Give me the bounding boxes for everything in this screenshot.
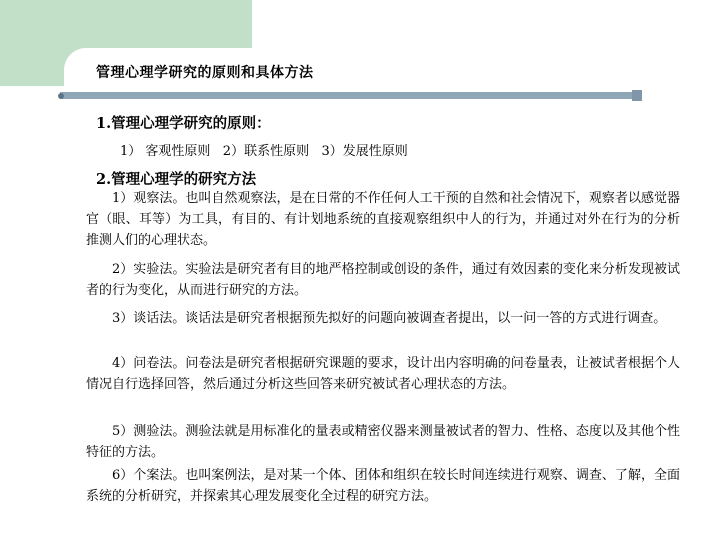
method-testing: 5）测验法。测验法就是用标准化的量表或精密仪器来测量被试者的智力、性格、态度以及其他个性特征的方法。	[86, 424, 680, 460]
method-observation: 1）观察法。也叫自然观察法，是在日常的不作任何人工干预的自然和社会情况下，观察者以感觉器官（眼、耳等）为工具，有目的、有计划地系统的直接观察组织中人的行为，并通过对外在行为的分析推测人们的心理状态。	[86, 191, 680, 248]
section-heading-methods: 2.管理心理学的研究方法	[96, 171, 257, 188]
method-interview: 3）谈话法。谈话法是研究者根据预先拟好的问题向被调查者提出，以一问一答的方式进行调查。	[112, 311, 667, 326]
title-divider	[60, 92, 640, 99]
method-questionnaire: 4）问卷法。问卷法是研究者根据研究课题的要求，设计出内容明确的问卷量表，让被试者根据个人情况自行选择回答，然后通过分析这些回答来研究被试者心理状态的方法。	[86, 356, 680, 392]
divider-knob	[58, 93, 64, 99]
method-case-study: 6）个案法。也叫案例法，是对某一个体、团体和组织在较长时间连续进行观察、调查、了解，全面系统的分析研究，并探索其心理发展变化全过程的研究方法。	[86, 468, 680, 504]
method-experiment: 2）实验法。实验法是研究者有目的地严格控制或创设的条件，通过有效因素的变化来分析发现被试者的行为变化，从而进行研究的方法。	[86, 262, 680, 298]
section-heading-principles: 1.管理心理学研究的原则：	[96, 115, 271, 132]
divider-end-block	[632, 90, 642, 101]
principles-list: 1） 客观性原则 2）联系性原则 3）发展性原则	[120, 144, 408, 159]
slide-title: 管理心理学研究的原则和具体方法	[96, 65, 314, 81]
